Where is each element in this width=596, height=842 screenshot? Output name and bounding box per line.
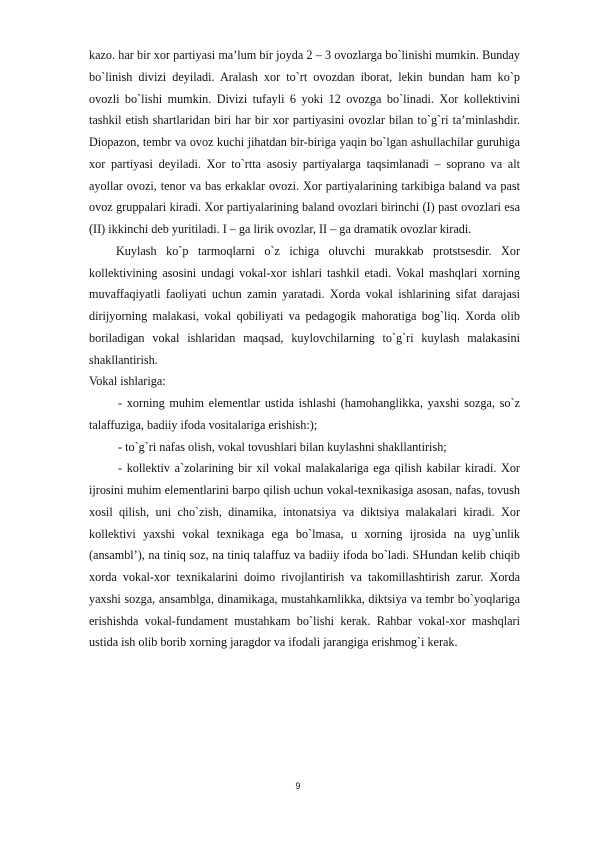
list-item-elements: - xorning muhim elementlar ustida ishlashi (hamohanglikka, yaxshi sozga, so`z talaffuziga, badiiy ifoda vositalariga erishish:); bbox=[89, 396, 520, 432]
paragraph-singing-process: Kuylash ko`p tarmoqlarni o`z ichiga oluvchi murakkab protstsesdir. Xor kollektivining asosini undagi vokal-xor ishlari tashkil etadi. Vokal mashqlari xorning muvaffaqiyatli faoliyati uchun zamin yaratadi. Xorda vokal ishlarining sifat darajasi dirijyorning malakasi, vokal qobiliyati va pedagogik mahoratiga bog`liq. Xorda olib boriladigan vokal ishlaridan maqsad, kuylovchilarning to`g`ri kuylash malakasini shakllantirish. bbox=[89, 243, 520, 367]
page-body bbox=[89, 45, 520, 654]
paragraph-voice-parts: kazo. har bir xor partiyasi ma’lum bir joyda 2 – 3 ovozlarga bo`linishi mumkin. Bunday bo`linish divizi deyiladi. Aralash xor to`rt ovozdan iborat, lekin bundan ham ko`p ovozli bo`lishi mumkin. Divizi tufayli 6 yoki 12 ovozga bo`linadi. Xor kollektivini tashkil etish shartlaridan biri har bir xor partiyasini ovozlar bilan to`g`ri ta’minlashdir. Diopazon, tembr va ovoz kuchi jihatdan bir-biriga yaqin bo`lgan ashullachilar guruhiga xor partiyasi deyiladi. Xor to`rtta asosiy partiyalarga taqsimlanadi – soprano va alt ayollar ovozi, tenor va bas erkaklar ovozi. Xor partiyalarining tarkibiga baland va past ovoz gruppalari kiradi. Xor partiyalarining baland ovozlari birinchi (I) past ovozlari esa (II) ikkinchi deb yuritiladi. I – ga lirik ovozlar, II – ga dramatik ovozlar kiradi. bbox=[89, 48, 520, 236]
page-number: 9 bbox=[295, 781, 301, 791]
paragraph-vocal-works-heading: Vokal ishlariga: bbox=[89, 374, 166, 389]
list-item-breathing: - to`g`ri nafas olish, vokal tovushlari bilan kuylashni shakllantirish; bbox=[118, 439, 447, 454]
list-item-collective-skills: - kollektiv a`zolarining bir xil vokal malakalariga ega qilish kabilar kiradi. Xor ijrosini muhim elementlarini barpo qilish uchun vokal-texnikasiga asosan, nafas, tovush xosil qilish, uni cho`zish, dinamika, intonatsiya va diktsiya malakalari kiradi. Xor kollektivi yaxshi vokal texnikaga ega bo`lmasa, u xorning ijrosida na uyg`unlik (ansambl’), na tiniq soz, na tiniq talaffuz va badiiy ifoda bo`ladi. SHundan kelib chiqib xorda vokal-xor texnikalarini doimo rivojlantirish va takomillashtirish zarur. Xorda yaxshi sozga, ansamblga, dinamikaga, mustahkamlikka, diktsiya va tembr bo`yoqlariga erishishda vokal-fundament mustahkam bo`lishi kerak. Rahbar vokal-xor mashqlari ustida ish olib borib xorning jaragdor va ifodali jarangiga erishmog`i kerak. bbox=[89, 461, 520, 650]
